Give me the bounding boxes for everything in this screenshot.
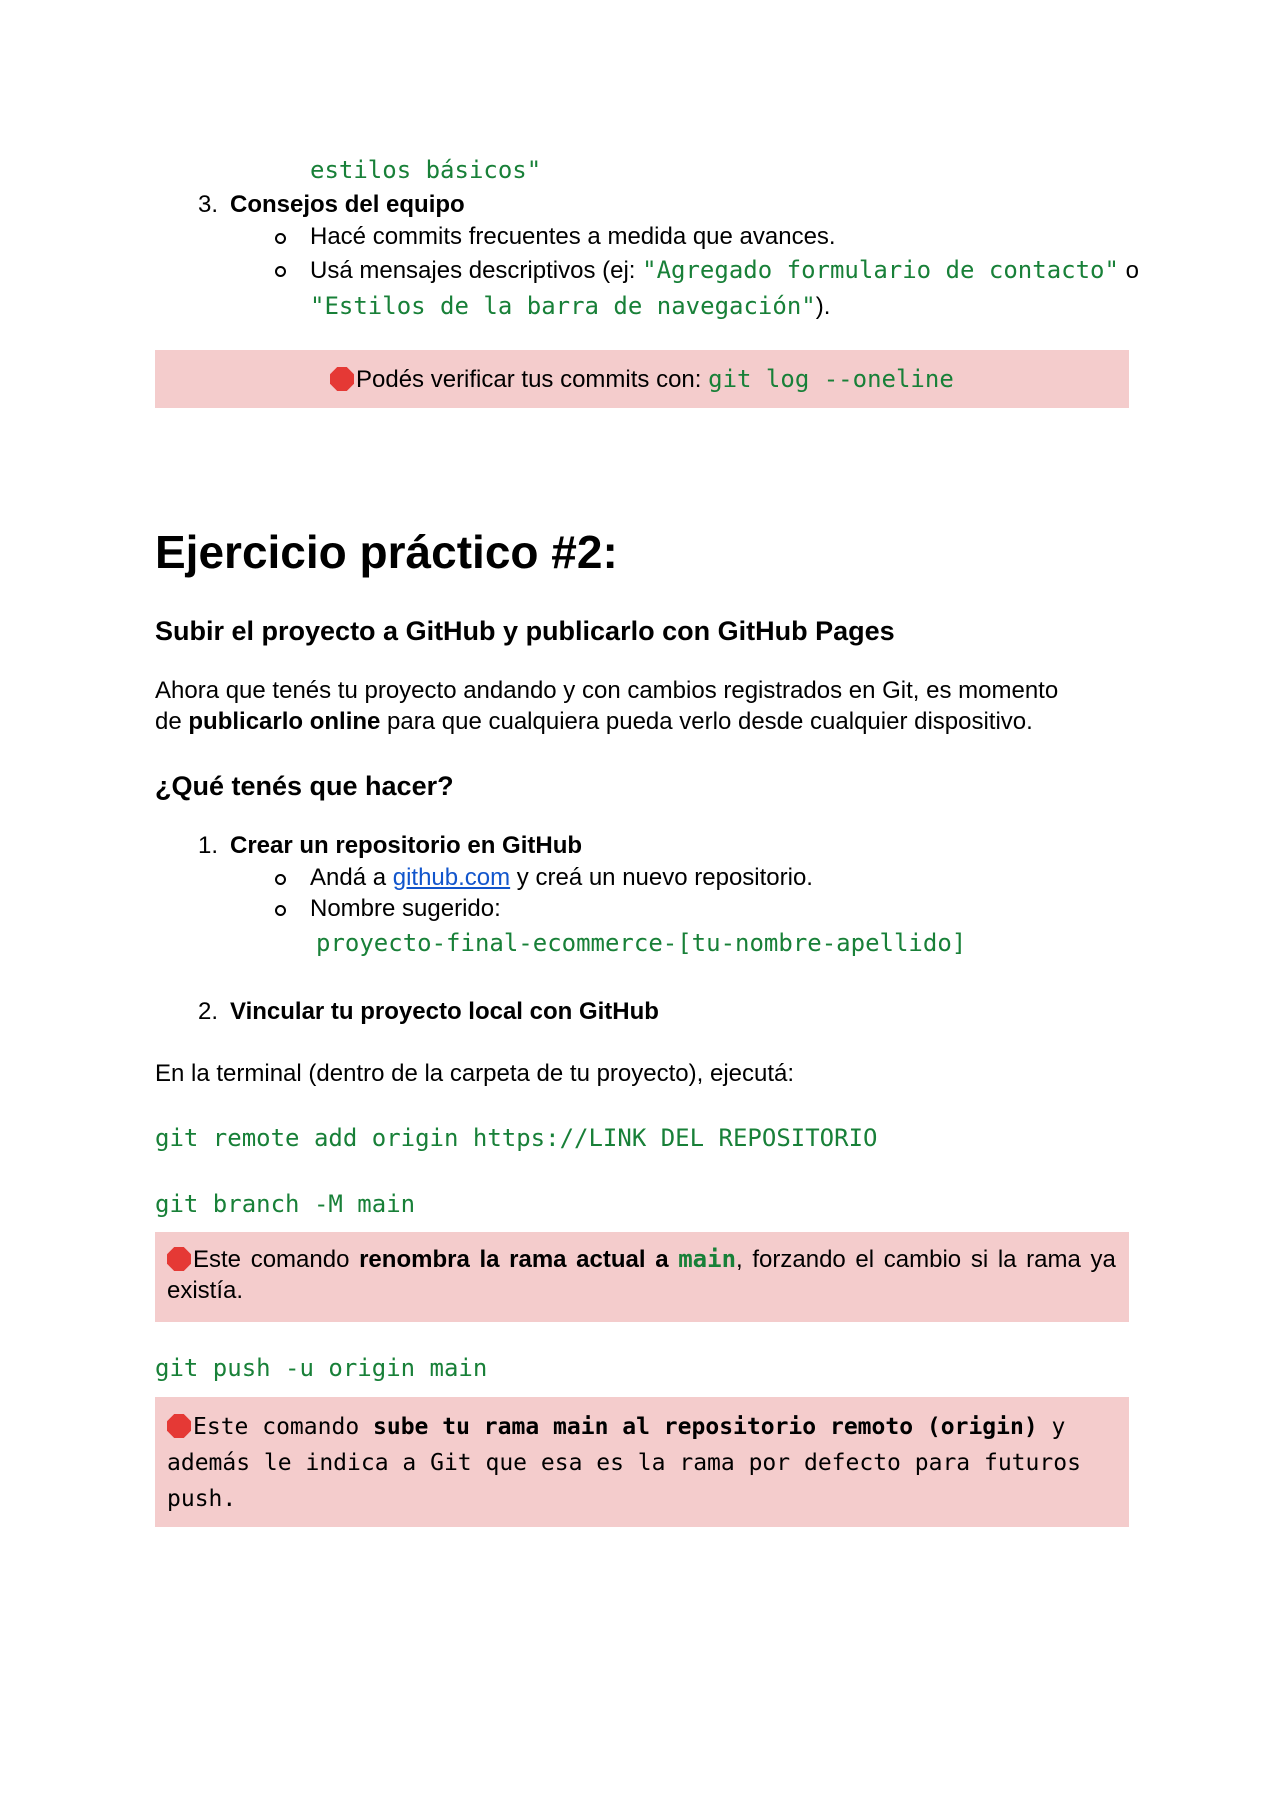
terminal-intro: En la terminal (dentro de la carpeta de tu proyecto), ejecutá: (155, 1060, 795, 1087)
bullet-prefix: Andá a (310, 864, 393, 891)
list-number: 3. (197, 191, 218, 218)
command-push: git push -u origin main (155, 1354, 488, 1382)
callout-line-2: además le indica a Git que esa es la rama por defecto para futuros (167, 1450, 1081, 1476)
code-example: "Agregado formulario de contacto" (642, 256, 1119, 284)
list-item-2 (180, 997, 659, 1027)
bullet-icon (275, 266, 286, 277)
github-link[interactable]: github.com (392, 864, 511, 891)
bullet-mid: o (1118, 257, 1139, 284)
callout-branch-explanation (155, 1232, 1129, 1322)
callout-code: git log --oneline (708, 365, 954, 393)
bullet-text-descriptive (310, 255, 1139, 286)
callout-line-3: push. (167, 1486, 237, 1512)
bullet-text-github (310, 863, 813, 893)
code-continuation: estilos básicos" (310, 156, 542, 184)
section-subtitle: Subir el proyecto a GitHub y publicarlo con GitHub Pages (155, 616, 895, 646)
bullet-icon (275, 905, 286, 916)
callout-line-2: existía. (167, 1277, 244, 1304)
list-number: 2. (197, 998, 218, 1025)
callout-verify-commits (155, 350, 1129, 408)
stop-sign-icon (167, 1247, 191, 1271)
bullet-suffix: ). (815, 293, 831, 320)
bullet-suffix: y creá un nuevo repositorio. (510, 864, 813, 891)
list-number: 1. (197, 832, 218, 859)
command-branch: git branch -M main (155, 1190, 416, 1218)
list-item-3 (180, 190, 465, 220)
callout-prefix: Este comando (193, 1414, 374, 1440)
callout-text: Podés verificar tus commits con: (356, 366, 709, 393)
bullet-icon (275, 233, 286, 244)
code-example: "Estilos de la barra de navegación" (310, 292, 816, 320)
bullet-text: Hacé commits frecuentes a medida que avances. (310, 223, 836, 250)
callout-code: main (678, 1245, 737, 1273)
callout-line-1 (167, 1409, 1117, 1445)
intro-suffix: para que cualquiera pueda verlo desde cualquier dispositivo. (380, 708, 1033, 735)
page-title: Ejercicio práctico #2: (155, 526, 618, 578)
list-item-1 (180, 831, 582, 861)
callout-bold: renombra la rama actual a (359, 1246, 679, 1273)
what-heading: ¿Qué tenés que hacer? (155, 771, 454, 801)
callout-suffix: y (1037, 1414, 1066, 1440)
stop-sign-icon (330, 367, 354, 391)
command-remote-add: git remote add origin https://LINK DEL REPOSITORIO (155, 1124, 878, 1152)
intro-prefix: de (155, 708, 189, 735)
suggested-name-code: proyecto-final-ecommerce-[tu-nombre-apellido] (316, 929, 967, 957)
callout-prefix: Este comando (193, 1246, 360, 1273)
intro-bold: publicarlo online (188, 708, 381, 735)
callout-suffix: , forzando el cambio si la rama ya (736, 1246, 1116, 1273)
callout-line-1 (167, 1244, 1117, 1275)
list-item-title: Consejos del equipo (230, 191, 465, 218)
bullet-prefix: Usá mensajes descriptivos (ej: (310, 257, 643, 284)
callout-content (330, 364, 954, 395)
stop-sign-icon (167, 1414, 191, 1438)
bullet-icon (275, 874, 286, 885)
list-item-title: Vincular tu proyecto local con GitHub (230, 998, 659, 1025)
callout-push-explanation (155, 1397, 1129, 1527)
intro-line-1: Ahora que tenés tu proyecto andando y con cambios registrados en Git, es momento (155, 677, 1059, 704)
callout-bold: sube tu rama main al repositorio remoto (origin) (373, 1414, 1038, 1440)
callout-body (167, 1409, 1117, 1517)
bullet-text-name: Nombre sugerido: (310, 895, 501, 922)
list-item-title: Crear un repositorio en GitHub (230, 832, 583, 859)
intro-line-2 (155, 707, 1033, 737)
bullet-text-continuation (310, 291, 830, 322)
